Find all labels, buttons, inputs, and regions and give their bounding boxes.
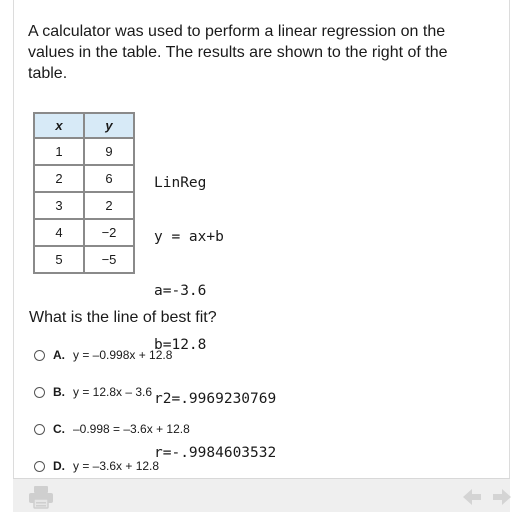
table-cell: −5 (84, 246, 134, 273)
choice-letter: A. (53, 348, 65, 362)
radio-button-icon[interactable] (34, 461, 45, 472)
question-prompt: What is the line of best fit? (29, 309, 217, 326)
radio-button-icon[interactable] (34, 387, 45, 398)
table-cell: −2 (84, 219, 134, 246)
table-row (34, 165, 134, 192)
table-cell: 9 (84, 138, 134, 165)
choice-text: y = 12.8x – 3.6 (73, 385, 153, 399)
linreg-line: LinReg (154, 175, 207, 191)
table-row (34, 246, 134, 273)
question-line: table. (28, 65, 68, 82)
table-cell: 2 (34, 165, 84, 192)
choice-text: –0.998 = –3.6x + 12.8 (73, 422, 190, 436)
table-cell: 5 (34, 246, 84, 273)
linreg-line: r=-.9984603532 (154, 445, 277, 461)
choice-letter: B. (53, 385, 65, 399)
choice-text: y = –0.998x + 12.8 (73, 348, 173, 362)
question-line: values in the table. The results are shown to the right of the (28, 44, 448, 61)
table-cell: 6 (84, 165, 134, 192)
linreg-line: a=-3.6 (154, 283, 207, 299)
choice-d[interactable] (34, 457, 159, 475)
forward-arrow-icon[interactable] (491, 487, 511, 507)
table-cell: 1 (34, 138, 84, 165)
linreg-line: y = ax+b (154, 229, 224, 245)
table-header-row (34, 113, 134, 138)
footer-toolbar (13, 478, 510, 512)
table-cell: 4 (34, 219, 84, 246)
choice-letter: D. (53, 459, 65, 473)
question-line: A calculator was used to perform a linear regression on the (28, 23, 446, 40)
radio-button-icon[interactable] (34, 424, 45, 435)
choice-text: y = –3.6x + 12.8 (73, 459, 160, 473)
choice-c[interactable] (34, 420, 190, 438)
radio-button-icon[interactable] (34, 350, 45, 361)
table-cell: 3 (34, 192, 84, 219)
print-icon[interactable] (27, 485, 55, 509)
data-table (33, 112, 135, 274)
linreg-line: r2=.9969230769 (154, 391, 277, 407)
table-row (34, 138, 134, 165)
choice-a[interactable] (34, 346, 172, 364)
back-arrow-icon[interactable] (461, 487, 483, 507)
table-cell: 2 (84, 192, 134, 219)
column-header-y: y (84, 113, 134, 138)
choice-letter: C. (53, 422, 65, 436)
table-row (34, 219, 134, 246)
column-header-x: x (34, 113, 84, 138)
linreg-line: b=12.8 (154, 337, 207, 353)
table-row (34, 192, 134, 219)
choice-b[interactable] (34, 383, 152, 401)
question-text (28, 21, 468, 84)
